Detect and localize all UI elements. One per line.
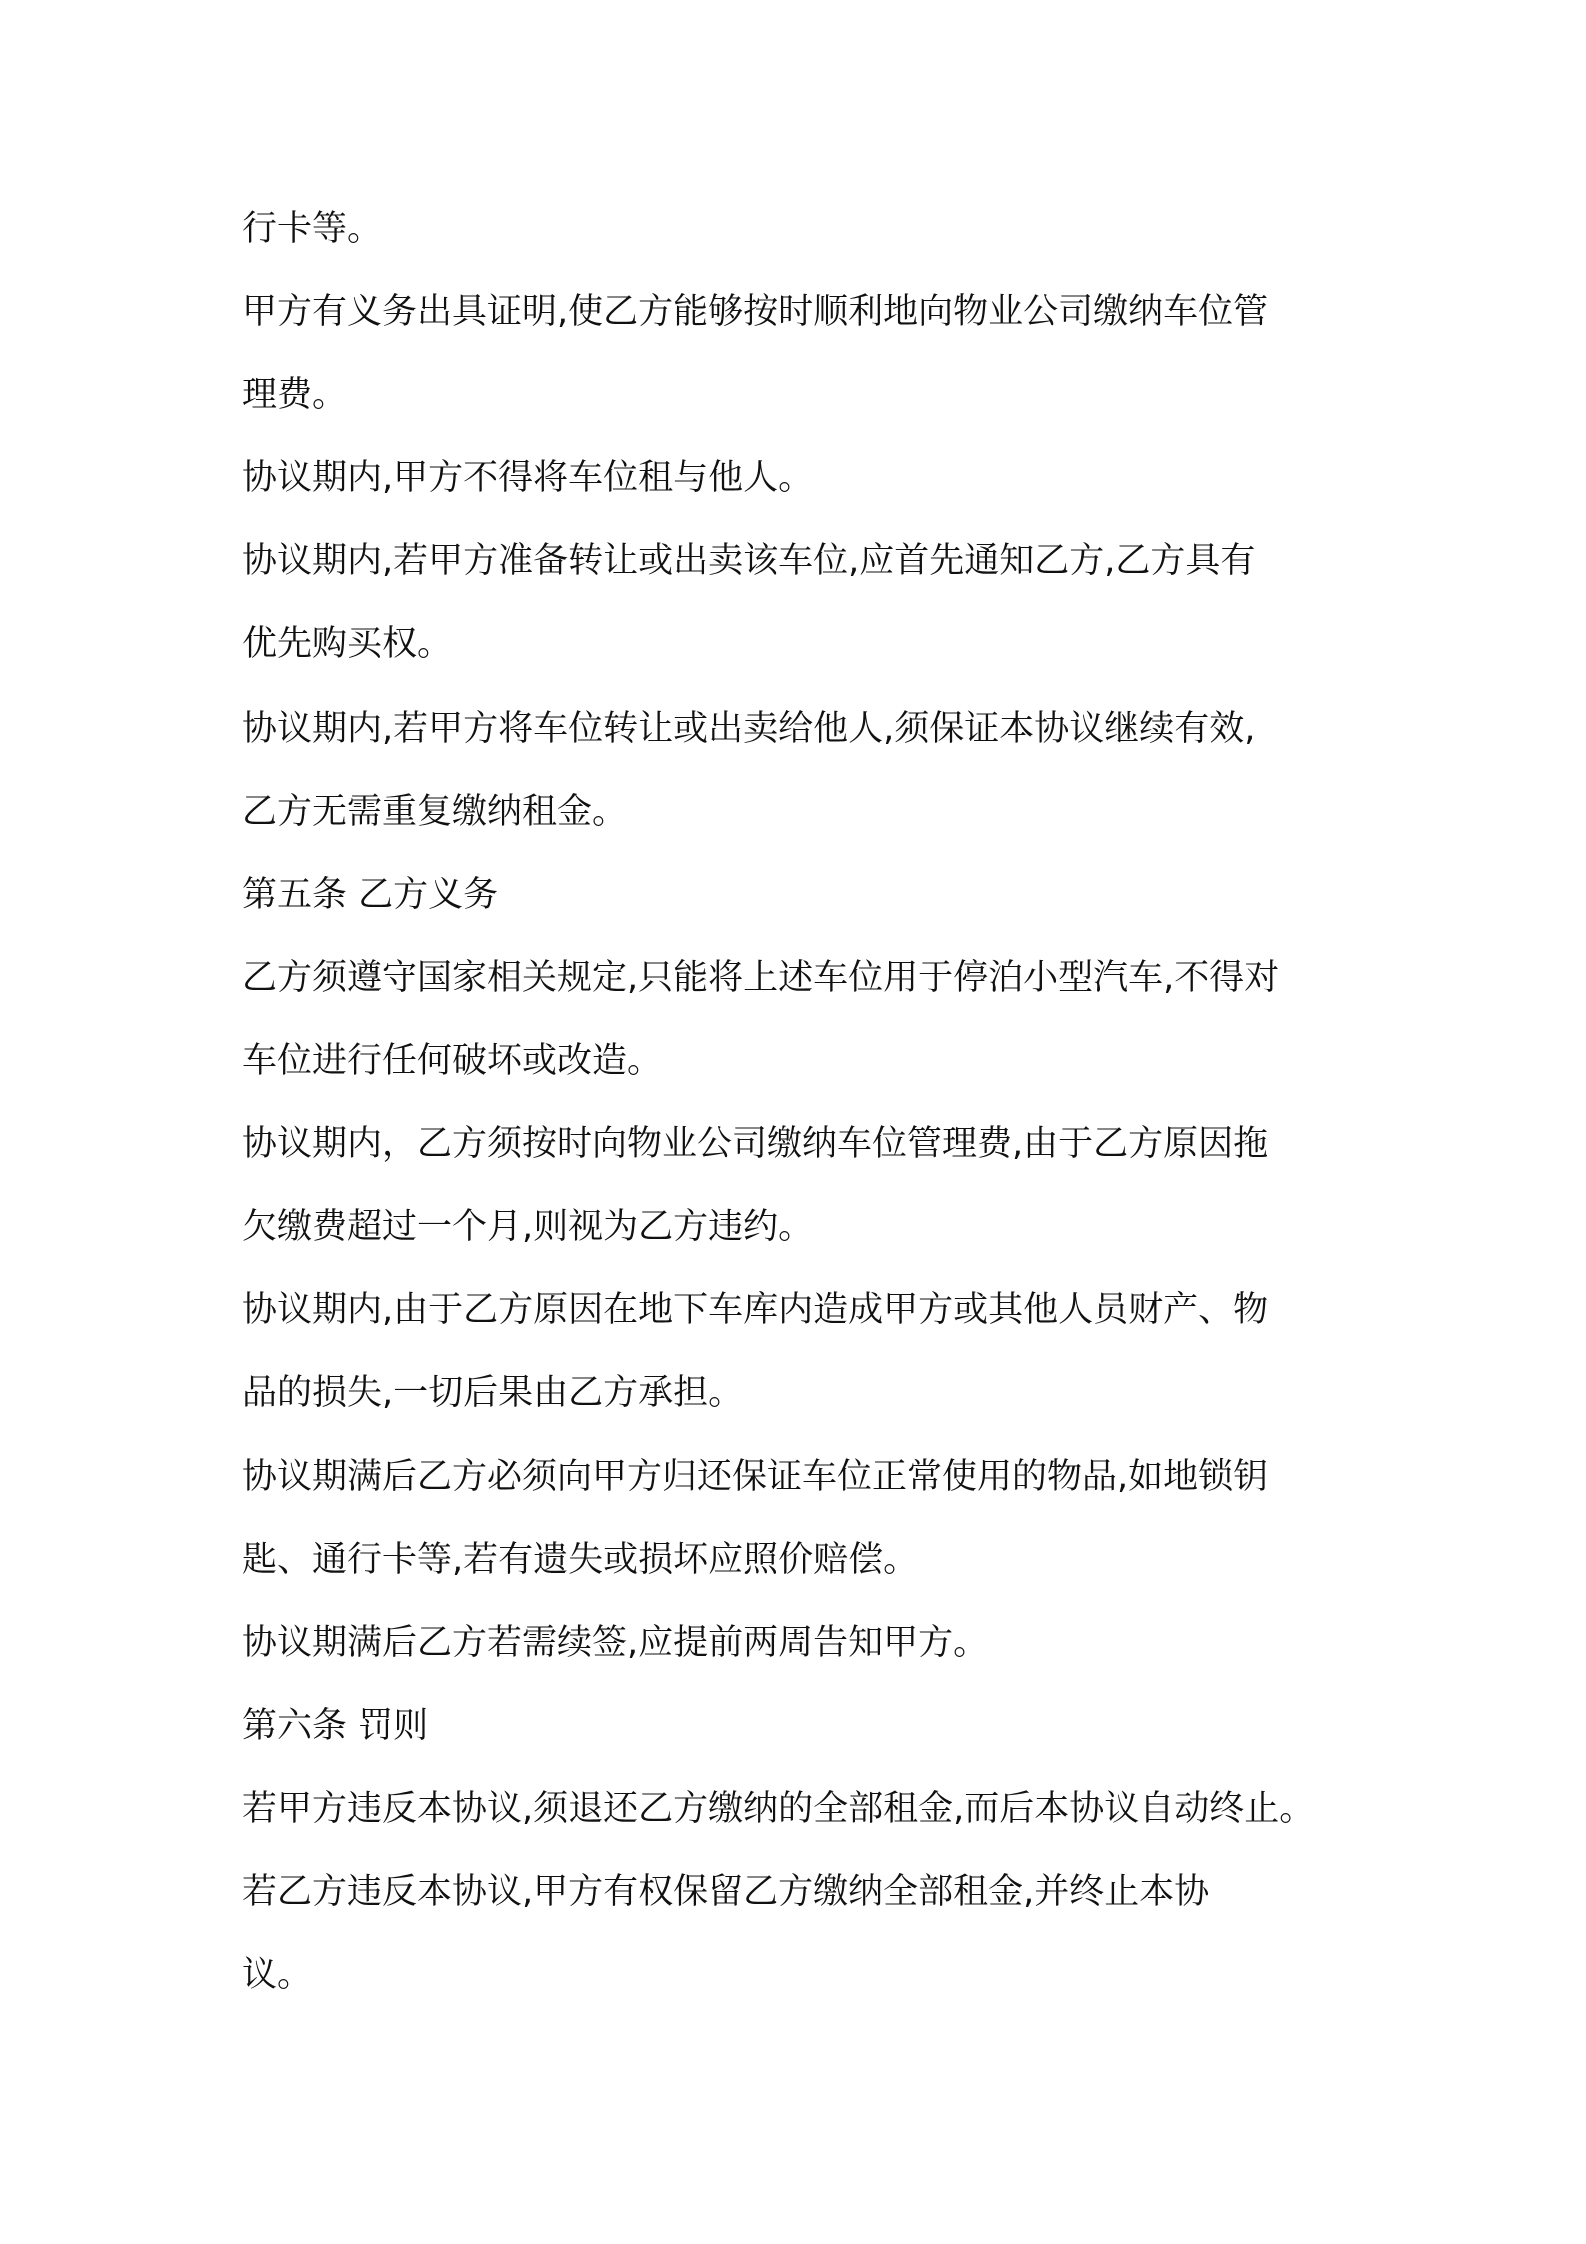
paragraph-line: 协议期内,若甲方将车位转让或出卖给他人,须保证本协议继续有效, bbox=[242, 709, 1256, 749]
paragraph-line: 议。 bbox=[242, 1955, 313, 1995]
paragraph-line: 若甲方违反本协议,须退还乙方缴纳的全部租金,而后本协议自动终止。 bbox=[242, 1789, 1315, 1829]
paragraph-line: 欠缴费超过一个月,则视为乙方违约。 bbox=[242, 1207, 814, 1247]
paragraph-line: 协议期满后乙方必须向甲方归还保证车位正常使用的物品,如地锁钥 bbox=[242, 1457, 1269, 1497]
paragraph-line: 协议期满后乙方若需续签,应提前两周告知甲方。 bbox=[242, 1623, 989, 1663]
paragraph-line: 品的损失,一切后果由乙方承担。 bbox=[242, 1373, 744, 1413]
paragraph-line: 乙方须遵守国家相关规定,只能将上述车位用于停泊小型汽车,不得对 bbox=[242, 958, 1280, 998]
paragraph-line: 优先购买权。 bbox=[242, 624, 453, 664]
paragraph-line: 乙方无需重复缴纳租金。 bbox=[242, 792, 628, 832]
paragraph-line: 协议期内，乙方须按时向物业公司缴纳车位管理费,由于乙方原因拖 bbox=[242, 1124, 1269, 1164]
section-heading: 第五条 乙方义务 bbox=[242, 875, 499, 915]
paragraph-line: 车位进行任何破坏或改造。 bbox=[242, 1041, 663, 1081]
paragraph-line: 行卡等。 bbox=[242, 209, 383, 249]
paragraph-line: 甲方有义务出具证明,使乙方能够按时顺利地向物业公司缴纳车位管 bbox=[242, 292, 1269, 332]
section-heading: 第六条 罚则 bbox=[242, 1706, 429, 1746]
paragraph-line: 协议期内,由于乙方原因在地下车库内造成甲方或其他人员财产、物 bbox=[242, 1290, 1269, 1330]
paragraph-line: 理费。 bbox=[242, 375, 348, 415]
paragraph-line: 若乙方违反本协议,甲方有权保留乙方缴纳全部租金,并终止本协 bbox=[242, 1872, 1210, 1912]
paragraph-line: 协议期内,若甲方准备转让或出卖该车位,应首先通知乙方,乙方具有 bbox=[242, 541, 1256, 581]
paragraph-line: 协议期内,甲方不得将车位租与他人。 bbox=[242, 458, 814, 498]
paragraph-line: 匙、通行卡等,若有遗失或损坏应照价赔偿。 bbox=[242, 1540, 919, 1580]
